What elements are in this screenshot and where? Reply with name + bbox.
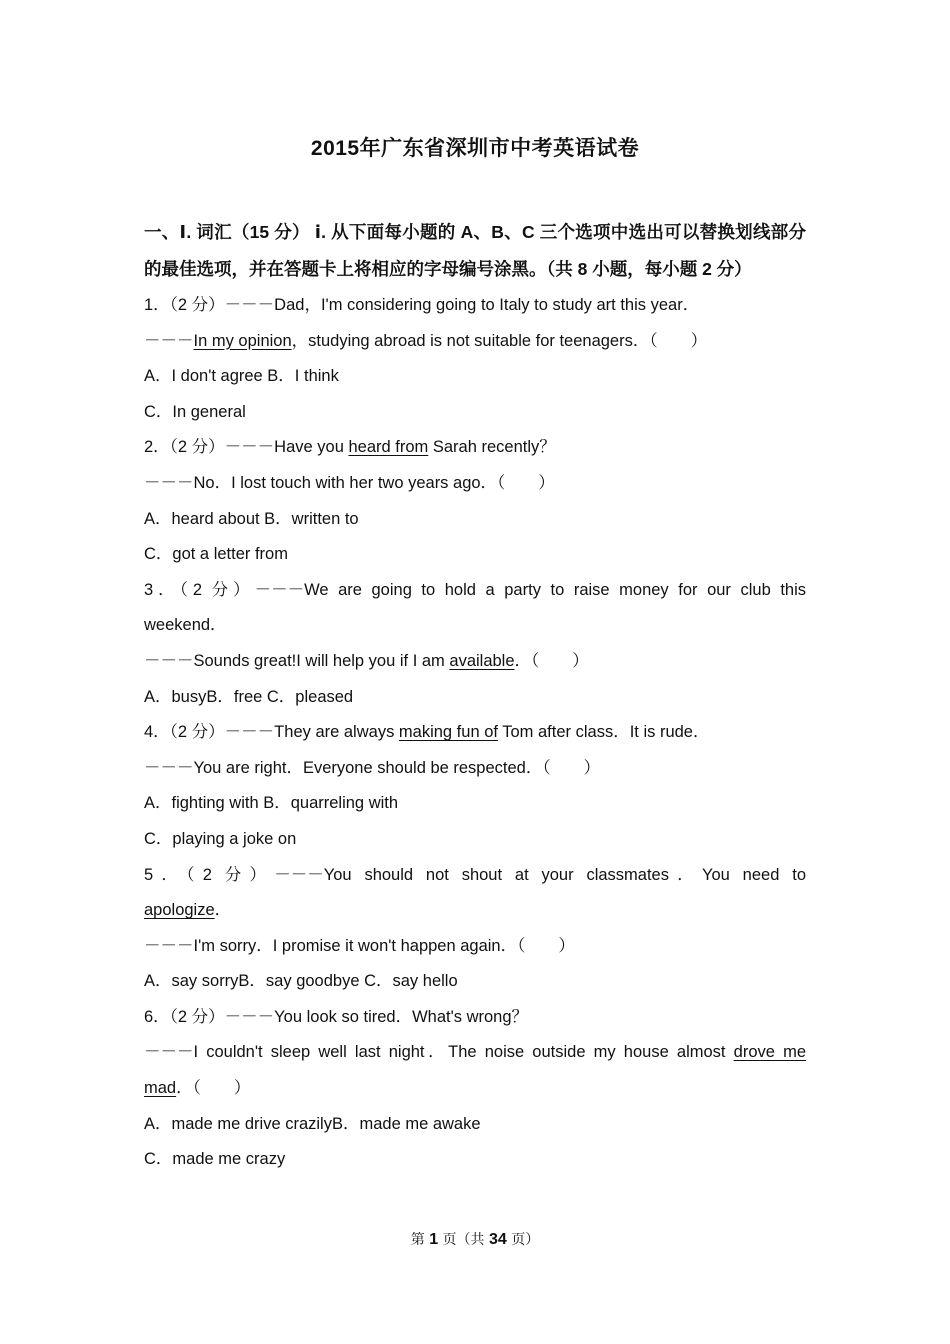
page-number: 1: [429, 1231, 439, 1248]
question-4-prompt: [144, 715, 806, 751]
response-rest: ．（ ）: [176, 1079, 251, 1098]
question-6: [144, 1000, 806, 1178]
question-2-option-c: C．got a letter from: [144, 545, 288, 564]
prompt-text: 4．（2 分）－－－They are always: [144, 723, 399, 742]
question-5: [144, 858, 806, 1000]
question-3-response: [144, 644, 806, 680]
response-dash: －－－: [144, 331, 194, 350]
underlined-phrase: making fun of: [398, 723, 498, 742]
response-text: －－－I couldn't sleep well last night．The noise outside my house almost: [144, 1043, 734, 1062]
question-1-prompt: 1．（2 分）－－－Dad，I'm considering going to Italy to study art this year．: [144, 296, 700, 314]
prompt-rest: Tom after class．It is rude．: [497, 723, 710, 742]
underlined-phrase: heard from: [348, 438, 429, 457]
question-4-response: －－－You are right．Everyone should be respected．（ ）: [144, 758, 601, 777]
question-2-options-ab: A．heard about B．written to: [144, 509, 359, 528]
question-5-prompt-line2: [144, 893, 806, 929]
exam-content: [144, 214, 806, 1178]
question-4: [144, 715, 806, 857]
question-3-options: A．busyB．free C．pleased: [144, 687, 354, 706]
footer-prefix: 第: [410, 1232, 425, 1248]
question-6-prompt: 6．（2 分）－－－You look so tired．What's wrong？: [144, 1007, 529, 1026]
question-5-response: －－－I'm sorry．I promise it won't happen again．（ ）: [144, 936, 575, 955]
response-rest: ．（ ）: [514, 651, 589, 670]
question-1-option-c: C．In general: [144, 402, 246, 421]
question-2-response: －－－No．I lost touch with her two years ago．（ ）: [144, 473, 555, 492]
footer-suffix: 页）: [511, 1232, 540, 1248]
question-6-options-ab: A．made me drive crazilyB．made me awake: [144, 1114, 481, 1133]
response-text: －－－Sounds great!I will help you if I am: [144, 651, 450, 670]
question-3-prompt-line1: 3．（2 分）－－－We are going to hold a party to raise money for our club this: [144, 580, 806, 599]
section-header: 一、Ⅰ. 词汇（15 分） ⅰ. 从下面每小题的 A、B、C 三个选项中选出可以替换划线部分的最佳选项，并在答题卡上将相应的字母编号涂黑。（共 8 小题，每小题 2 分）: [144, 222, 806, 279]
total-pages: 34: [489, 1231, 507, 1248]
question-3-prompt-line2: weekend．: [144, 616, 227, 635]
underlined-phrase: apologize: [144, 901, 215, 920]
underlined-phrase-cont: mad: [144, 1079, 177, 1098]
underlined-phrase: drove me: [733, 1043, 806, 1062]
prompt-text: 2．（2 分）－－－Have you: [144, 438, 349, 457]
response-rest: ，studying abroad is not suitable for teenagers．（ ）: [291, 331, 708, 350]
question-3: [144, 573, 806, 715]
footer-middle: 页（共: [442, 1232, 485, 1248]
question-6-option-c: C．made me crazy: [144, 1150, 286, 1169]
page-footer: [0, 1229, 950, 1249]
question-2-prompt: [144, 430, 806, 466]
question-2: [144, 430, 806, 572]
question-4-options-ab: A．fighting with B．quarreling with: [144, 794, 399, 813]
question-6-response-line1: [144, 1035, 806, 1071]
question-1-response: [144, 324, 806, 360]
underlined-phrase: available: [449, 651, 515, 670]
question-5-options: A．say sorryB．say goodbye C．say hello: [144, 972, 458, 991]
question-5-prompt-line1: 5．（2 分）－－－You should not shout at your classmates．You need to: [144, 865, 806, 884]
question-1: [144, 288, 806, 430]
underlined-phrase: In my opinion: [193, 331, 292, 350]
prompt-rest: Sarah recently？: [428, 438, 556, 457]
exam-title: 2015年广东省深圳市中考英语试卷: [310, 137, 640, 160]
question-4-option-c: C．playing a joke on: [144, 829, 297, 848]
prompt-rest: ．: [214, 901, 232, 920]
question-1-options-ab: A．I don't agree B．I think: [144, 367, 339, 386]
question-6-response-line2: [144, 1071, 806, 1107]
